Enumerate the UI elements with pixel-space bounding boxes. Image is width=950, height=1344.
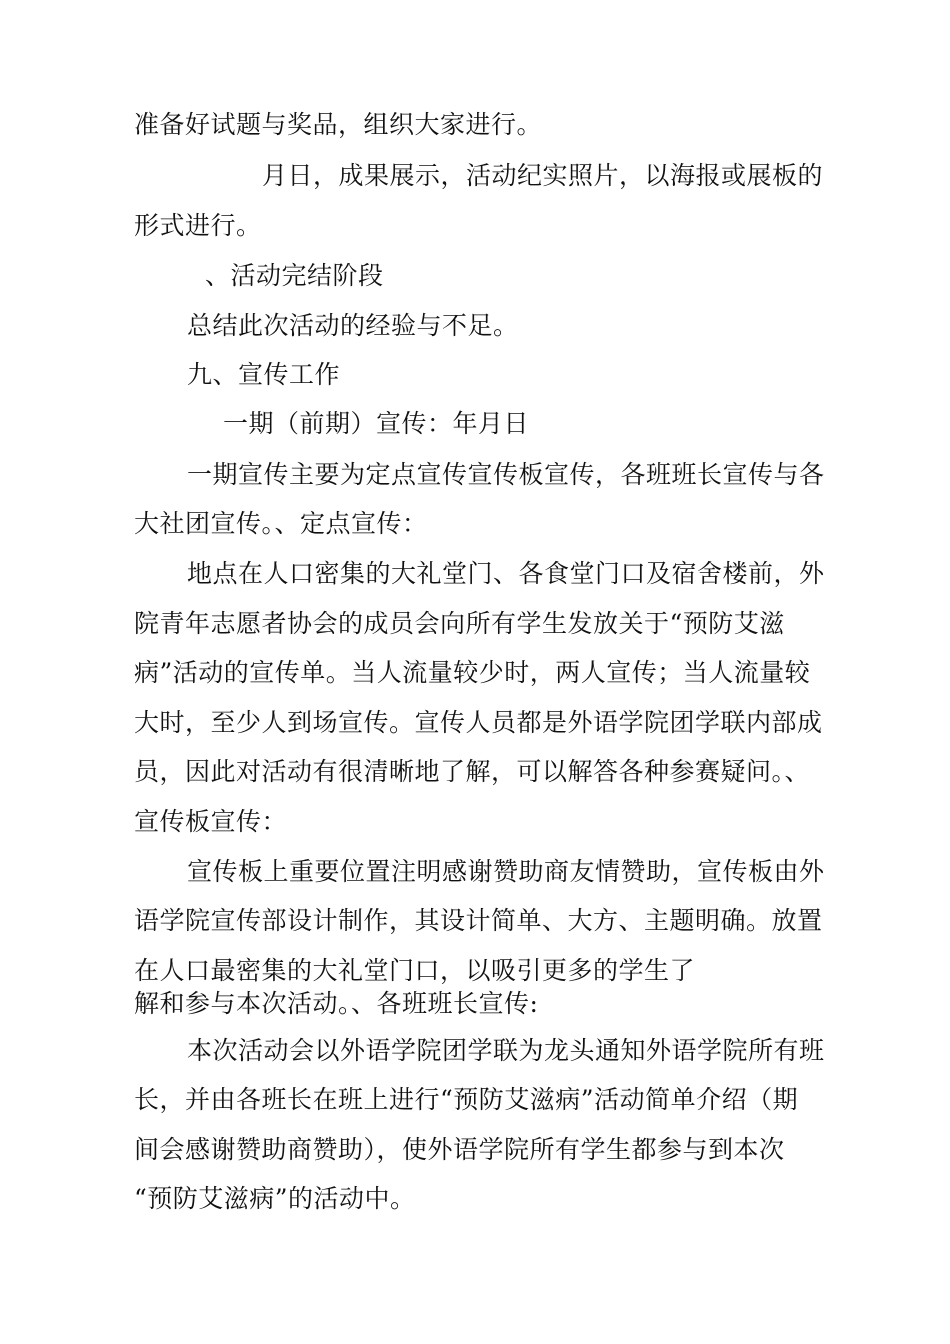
text-line-10: 地点在人口密集的大礼堂门、各食堂门口及宿舍楼前，外 (187, 559, 825, 588)
text-line-14: 员，因此对活动有很清晰地了解，可以解答各种参赛疑问。、 (134, 757, 811, 786)
text-line-12: 病”活动的宣传单。当人流量较少时，两人宣传；当人流量较 (134, 658, 811, 687)
text-line-20: 本次活动会以外语学院团学联为龙头通知外语学院所有班 (187, 1036, 825, 1065)
subheading-first-phase: 一期（前期）宣传：年月日 (223, 409, 530, 438)
section-heading-publicity: 九、宣传工作 (187, 360, 341, 389)
text-line-5: 总结此次活动的经验与不足。 (187, 311, 519, 340)
text-line-13: 大时，至少人到场宣传。宣传人员都是外语学院团学联内部成 (134, 708, 823, 737)
text-line-16: 宣传板上重要位置注明感谢赞助商友情赞助，宣传板由外 (187, 857, 825, 886)
text-line-23: “预防艾滋病”的活动中。 (134, 1184, 416, 1213)
text-line-3: 形式进行。 (134, 211, 262, 240)
text-line-15: 宣传板宣传： (134, 807, 288, 836)
text-line-2: 月日，成果展示，活动纪实照片，以海报或展板的 (262, 161, 824, 190)
text-line-17: 语学院宣传部设计制作，其设计简单、大方、主题明确。放置 (134, 906, 823, 935)
text-line-8: 一期宣传主要为定点宣传宣传板宣传，各班班长宣传与各 (187, 460, 825, 489)
text-line-19: 解和参与本次活动。、各班班长宣传: (134, 989, 539, 1018)
text-line-11: 院青年志愿者协会的成员会向所有学生发放关于“预防艾滋 (134, 609, 785, 638)
text-line-21: 长，并由各班长在班上进行“预防艾滋病”活动简单介绍（期 (134, 1085, 799, 1114)
text-line-1: 准备好试题与奖品，组织大家进行。 (134, 110, 543, 139)
text-line-18: 在人口最密集的大礼堂门口，以吸引更多的学生了 (134, 956, 696, 985)
text-line-22: 间会感谢赞助商赞助），使外语学院所有学生都参与到本次 (134, 1135, 785, 1164)
text-line-9: 大社团宣传。、定点宣传： (134, 509, 428, 538)
section-heading-completion: 、活动完结阶段 (205, 261, 384, 290)
